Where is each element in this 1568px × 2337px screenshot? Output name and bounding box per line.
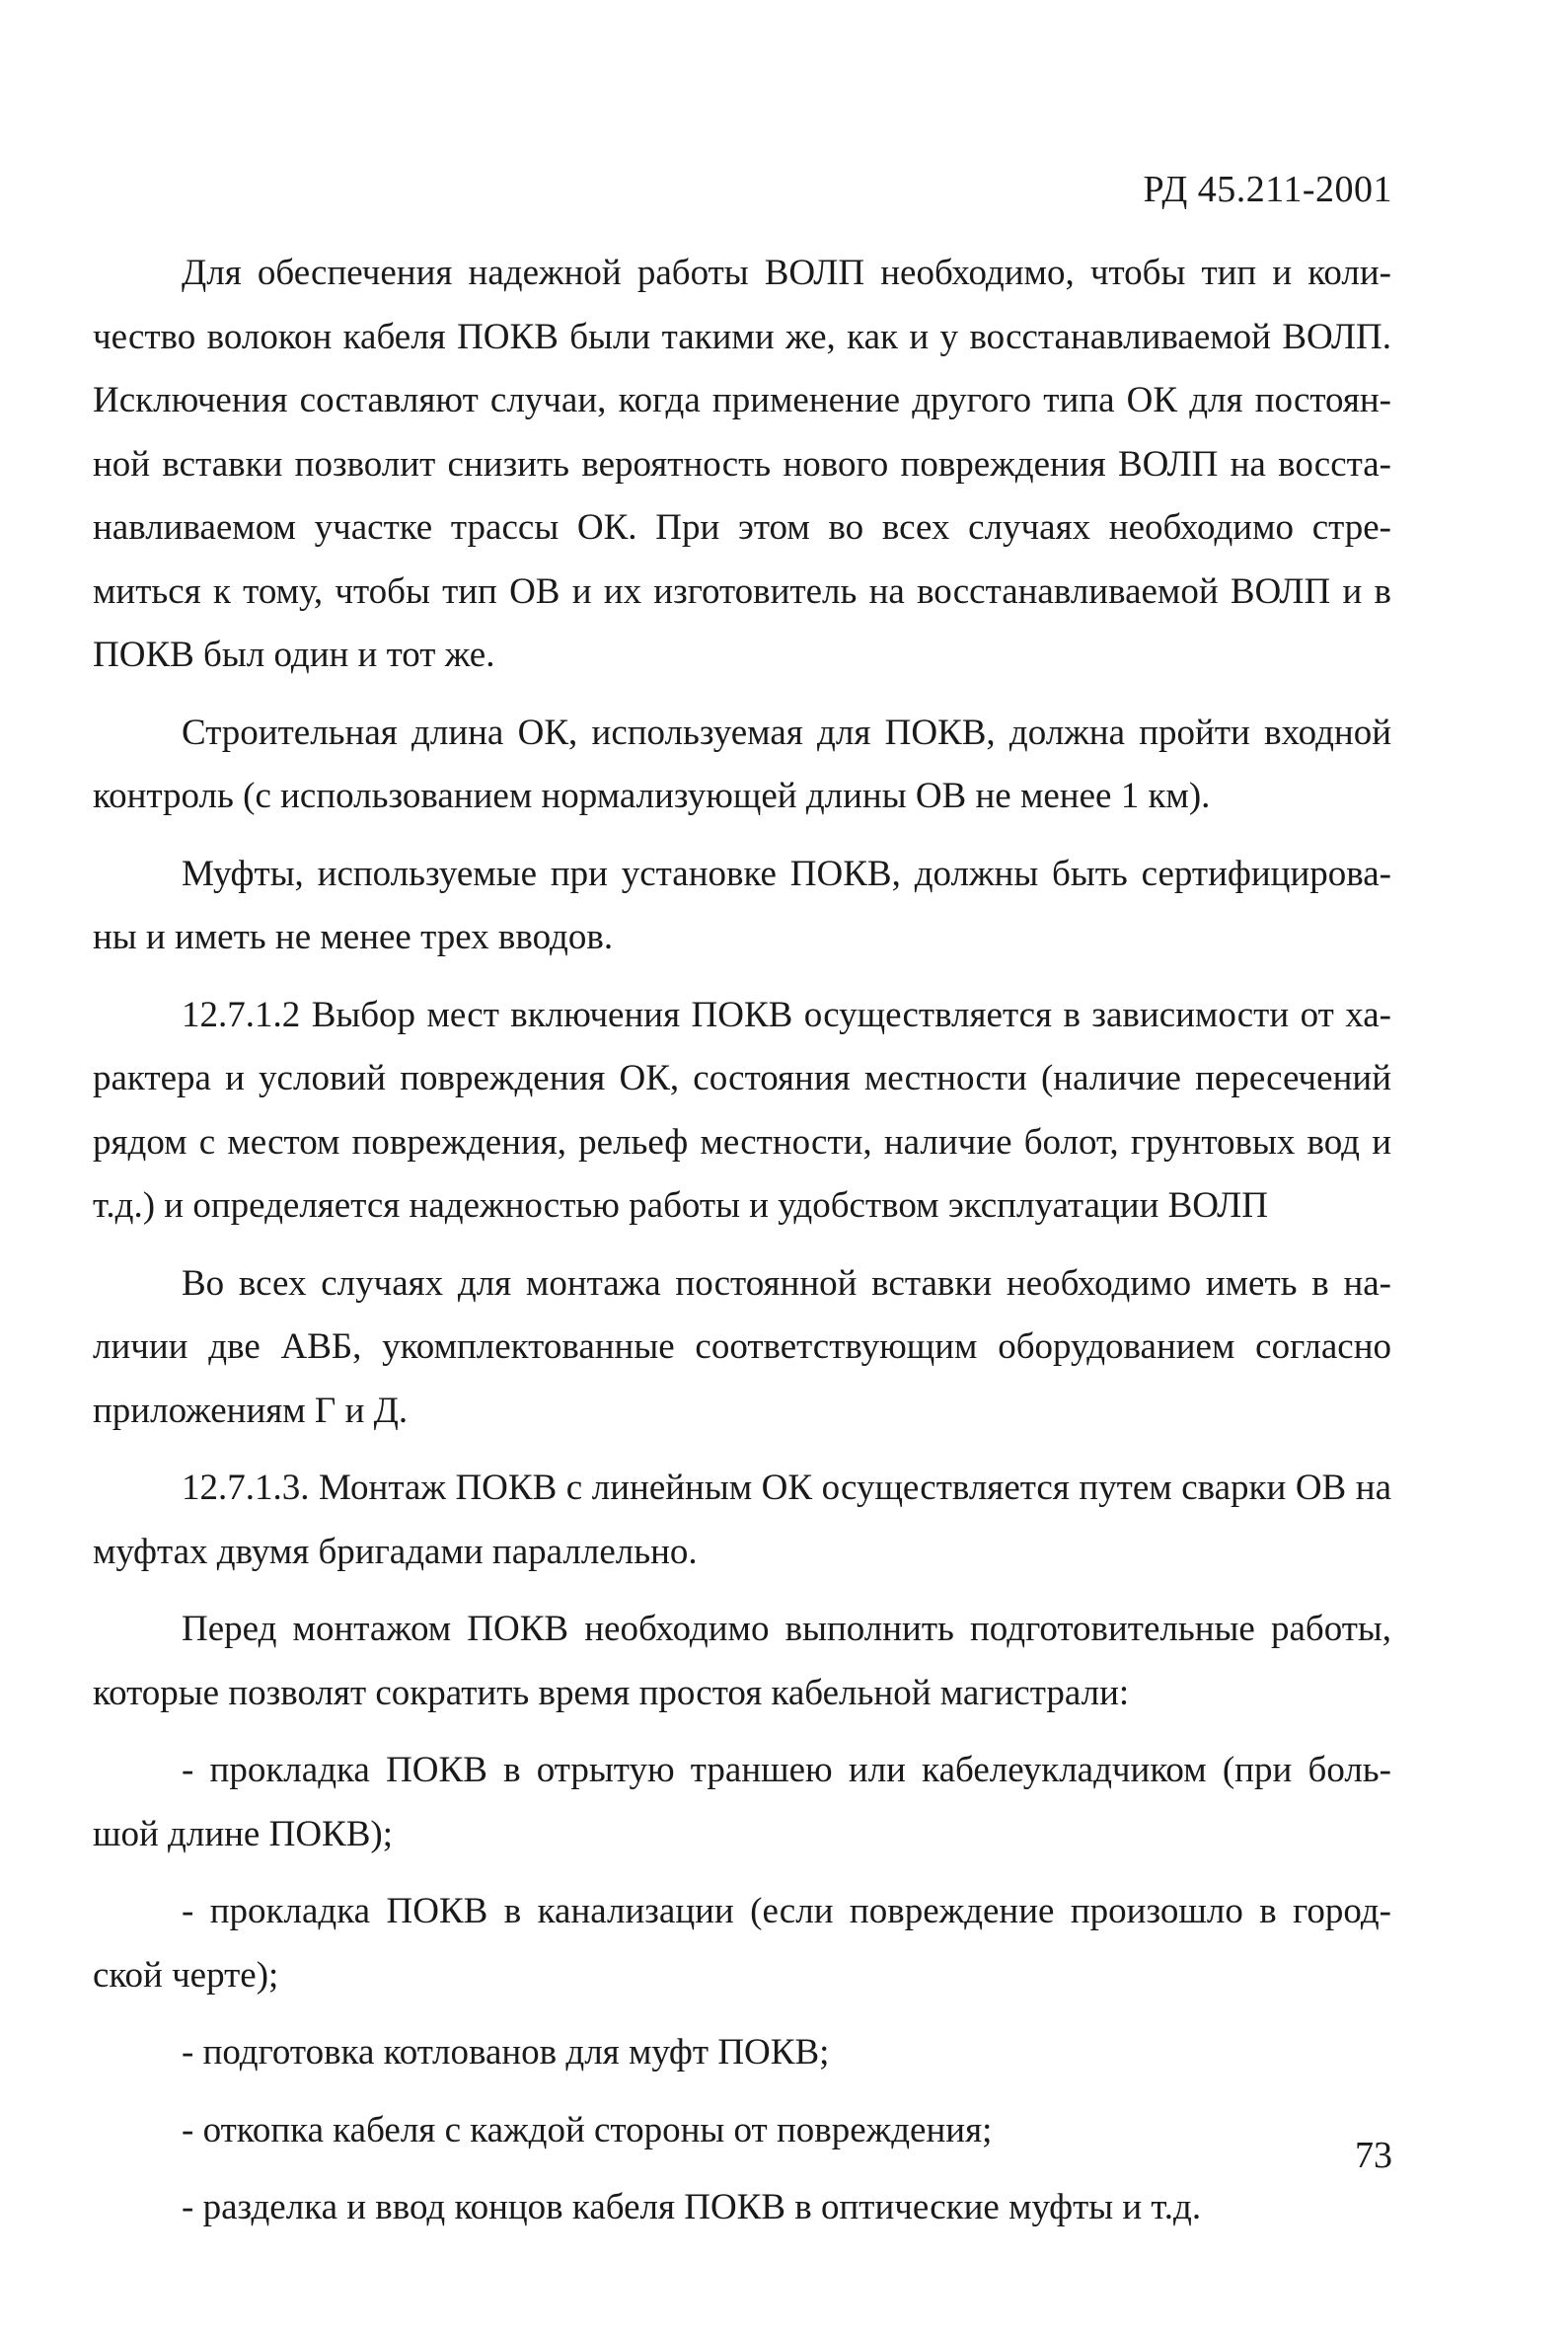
- document-code-header: РД 45.211-2001: [1143, 169, 1392, 210]
- paragraph-abv-equipment: Во всех случаях для монтажа постоянной вставки необходимо иметь в на-личии две АВБ, укомплектованные соответствующим оборудованием согласно приложениям Г и Д.: [93, 1262, 1391, 1431]
- body-text: [93, 242, 1391, 2254]
- paragraph-12-7-1-2: 12.7.1.2 Выбор мест включения ПОКВ осуществляется в зависимости от ха-рактера и условий повреждения ОК, состояния местности (наличие пересечений рядом с местом повреждения, рельеф местности, наличие болот, грунтовых вод и т.д.) и определяется надежностью работы и удобством эксплуатации ВОЛП: [93, 994, 1391, 1226]
- paragraph-12-7-1-3: 12.7.1.3. Монтаж ПОКВ с линейным ОК осуществляется путем сварки ОВ на муфтах двумя бригадами параллельно.: [93, 1468, 1391, 1572]
- list-item: - подготовка котлованов для муфт ПОКВ;: [182, 2032, 830, 2073]
- paragraph-fiber-requirements: Для обеспечения надежной работы ВОЛП необходимо, чтобы тип и коли-чество волокон кабеля ПОКВ были такими же, как и у восстанавливаемой ВОЛП. Исключения составляют случаи, когда применение другого типа ОК для постоян-ной вставки позволит снизить вероятность нового повреждения ВОЛП на восста-навливаемом участке трассы ОК. При этом во всех случаях необходимо стре-миться к тому, чтобы тип ОВ и их изготовитель на восстанавливаемой ВОЛП и в ПОКВ был один и тот же.: [93, 253, 1391, 675]
- paragraph-couplings: Муфты, используемые при установке ПОКВ, должны быть сертифицирова-ны и иметь не менее трех вводов.: [93, 853, 1391, 957]
- paragraph-preparatory-works: Перед монтажом ПОКВ необходимо выполнить подготовительные работы, которые позволят сократить время простоя кабельной магистрали:: [93, 1609, 1391, 1713]
- page-number: 73: [1355, 2135, 1392, 2176]
- list-item: - прокладка ПОКВ в канализации (если повреждение произошло в город-ской черте);: [93, 1891, 1391, 1996]
- list-item: - разделка и ввод концов кабеля ПОКВ в оптические муфты и т.д.: [182, 2187, 1202, 2227]
- list-item: - откопка кабеля с каждой стороны от повреждения;: [182, 2109, 993, 2150]
- list-item: - прокладка ПОКВ в отрытую траншею или кабелеукладчиком (при боль-шой длине ПОКВ);: [93, 1750, 1391, 1854]
- paragraph-input-control: Строительная длина ОК, используемая для ПОКВ, должна пройти входной контроль (с использованием нормализующей длины ОВ не менее 1 км).: [93, 712, 1391, 816]
